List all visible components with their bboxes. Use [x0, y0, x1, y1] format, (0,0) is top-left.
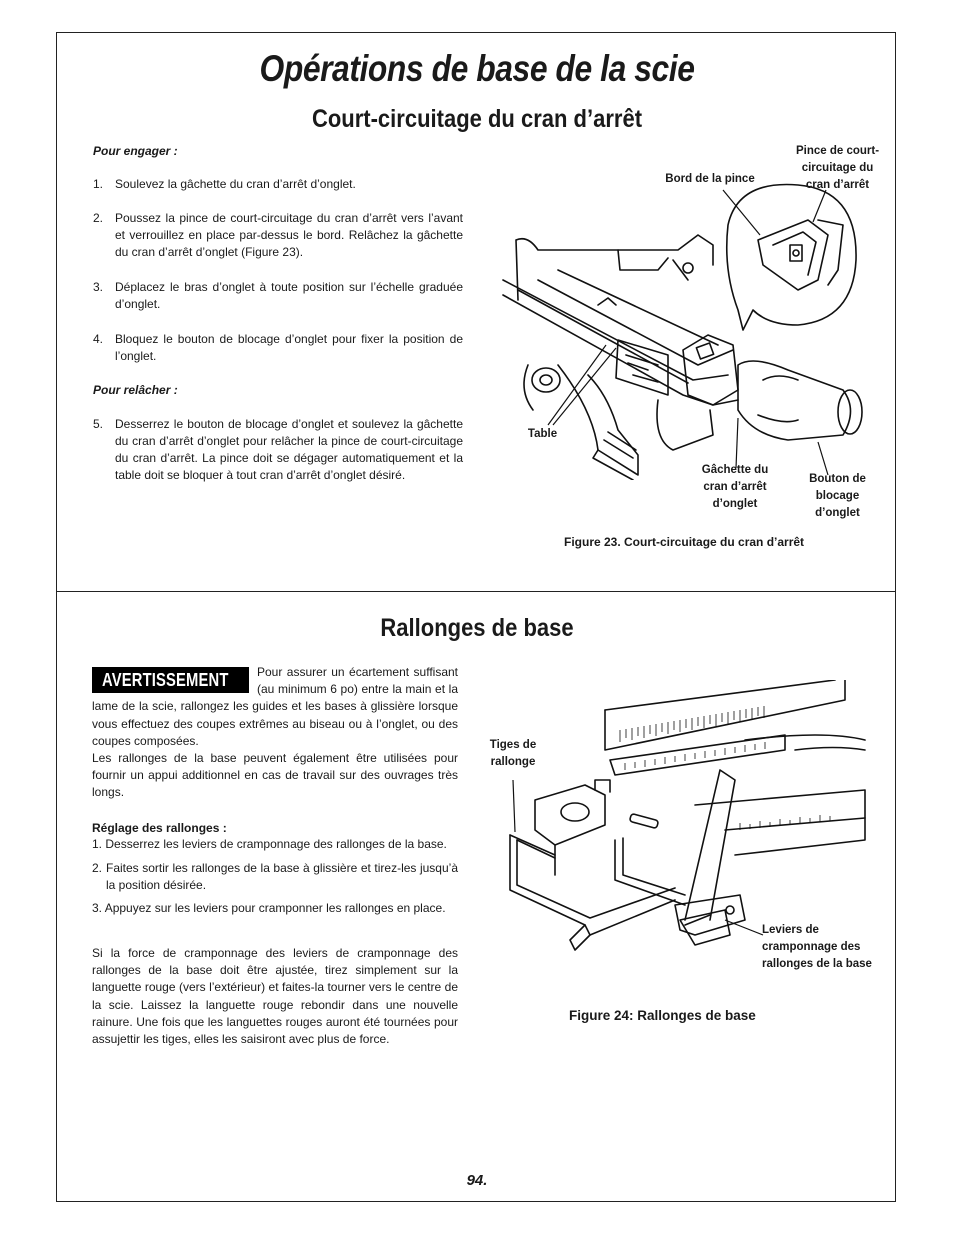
figure-23-caption: Figure 23. Court-circuitage du cran d’arrêt — [564, 535, 805, 549]
page-number: 94. — [466, 1172, 488, 1189]
list-item: 1. Soulevez la gâchette du cran d’arrêt d’onglet. — [93, 177, 356, 191]
page-title: Opérations de base de la scie — [259, 48, 695, 89]
warning-label: AVERTISSEMENT — [102, 669, 229, 690]
section-divider — [56, 591, 896, 592]
engage-label: Pour engager : — [93, 144, 178, 158]
label-gachette: Gâchette du cran d’arrêt d’onglet — [701, 464, 769, 510]
release-label: Pour relâcher : — [93, 383, 178, 397]
intro-paragraph: Les rallonges de la base peuvent également être utilisées pour fournir un appui additionnel en cas de travail sur des ouvrages très longs. — [92, 751, 458, 800]
figure-24-caption: Figure 24: Rallonges de base — [569, 1008, 756, 1023]
adjust-label: Réglage des rallonges : — [92, 821, 227, 835]
label-pince: Pince de court-circuitage du cran d’arrêt — [795, 145, 880, 191]
list-item: 2. Faites sortir les rallonges de la base à glissière et tirez-les jusqu’à la position désirée. — [92, 861, 458, 892]
list-item: 5. Desserrez le bouton de blocage d’onglet et soulevez la gâchette du cran d’arrêt d’onglet pour relâcher la pince de court-circuitage du cran d’arrêt. La pince doit se dégager automatiquement et la table doit se bloquer à tout cran d’arrêt d’onglet désiré. — [93, 417, 463, 482]
list-item: 3. Appuyez sur les leviers pour cramponner les rallonges en place. — [92, 901, 446, 915]
label-bouton: Bouton de blocage d’onglet — [809, 473, 866, 519]
section-heading-court-circuitage: Court-circuitage du cran d’arrêt — [311, 105, 643, 133]
warning-text: Pour assurer un écartement suffisant (au minimum 6 po) entre la main et la lame de la scie, rallongez les guides et les bases à glissière lorsque vous effectuez des coupes extrêmes au biseau ou à l’onglet, ou des coupes composées. — [92, 665, 458, 748]
list-item: 3. Déplacez le bras d’onglet à toute position sur l’échelle graduée d’onglet. — [93, 280, 463, 311]
label-bord: Bord de la pince — [665, 173, 755, 185]
list-item: 2. Poussez la pince de court-circuitage du cran d’arrêt vers l’avant et verrouillez en place par-dessus le bord. Relâchez la gâchette du cran d’arrêt d’onglet (Figure 23). — [93, 211, 463, 259]
label-tiges: Tiges de rallonge — [489, 739, 537, 768]
figure-24-illustration — [495, 680, 875, 960]
section-heading-rallonges: Rallonges de base — [380, 614, 574, 642]
list-item: 4. Bloquez le bouton de blocage d’onglet pour fixer la position de l’onglet. — [93, 332, 463, 363]
list-item: 1. Desserrez les leviers de cramponnage des rallonges de la base. — [92, 837, 447, 851]
closing-paragraph: Si la force de cramponnage des leviers de cramponnage des rallonges de la base doit être ajustée, tirez simplement sur la languette rouge (vers l’extérieur) et faites-la tourner vers le centre de la scie. Laissez la languette rouge rebondir dans une nouvelle rainure. Une fois que les languettes rouges auront été tournées pour assujettir les tiges, elles les saisiront avec plus de force. — [92, 946, 458, 1047]
label-table: Table — [527, 428, 558, 440]
label-leviers: Leviers de cramponnage des rallonges de la base — [762, 924, 872, 970]
